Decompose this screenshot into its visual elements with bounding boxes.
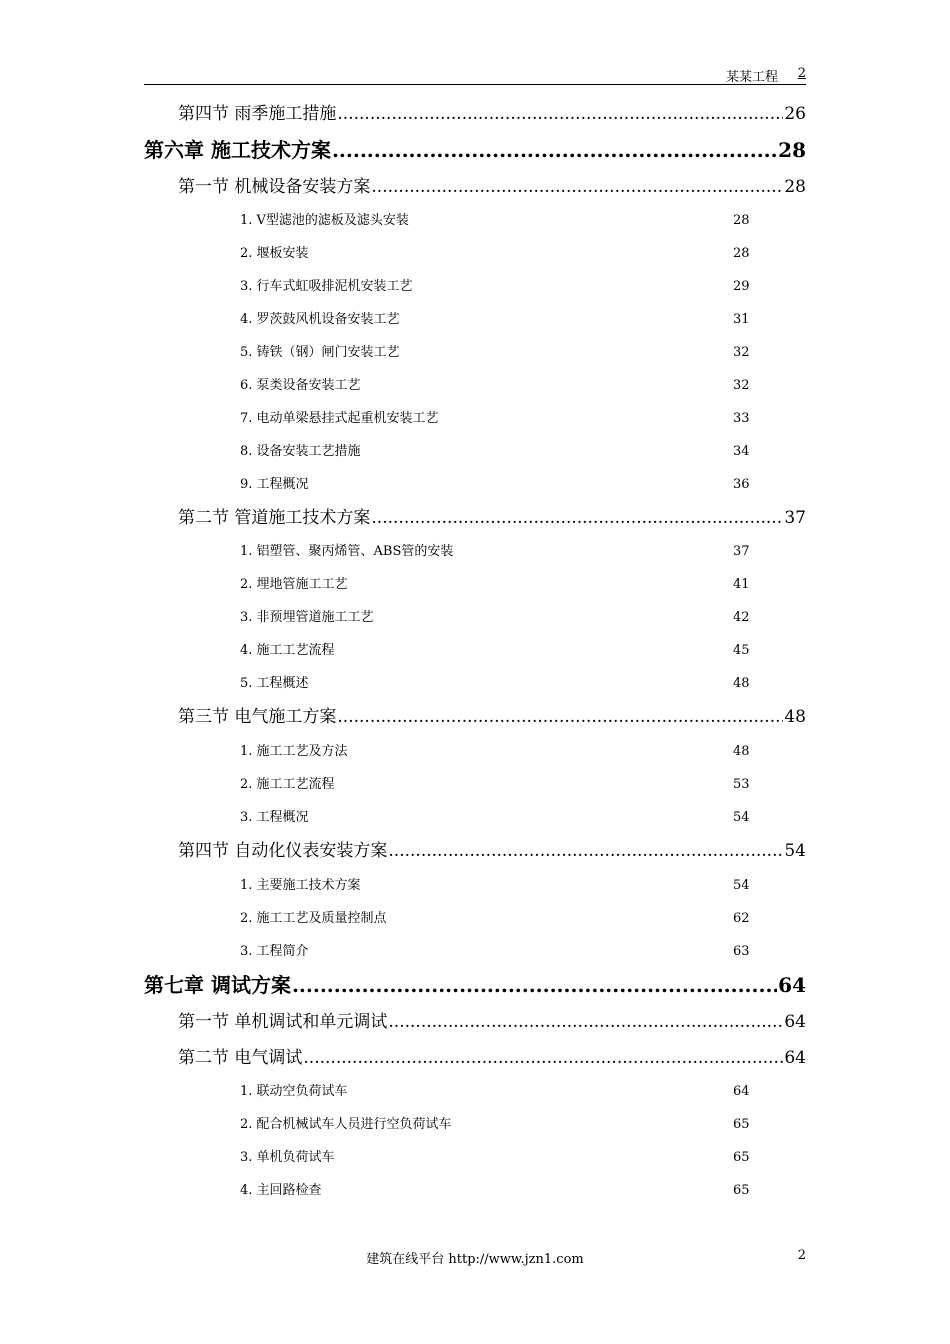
toc-page-number: 37	[784, 508, 806, 528]
toc-item[interactable]	[240, 374, 753, 393]
toc-label: 7. 电动单梁悬挂式起重机安装工艺	[240, 411, 439, 426]
toc-label: 8. 设备安装工艺措施	[240, 444, 361, 459]
toc-section[interactable]	[178, 172, 806, 197]
footer-site: 建筑在线平台 http://www.jzn1.com	[366, 1252, 584, 1267]
page-footer	[144, 1248, 806, 1266]
toc-leader-dots	[371, 177, 783, 197]
toc-section[interactable]	[178, 836, 806, 861]
toc-page-number: 32	[733, 378, 750, 393]
toc-item[interactable]	[240, 1146, 753, 1165]
toc-label: 第一节 单机调试和单元调试	[178, 1012, 388, 1032]
toc-label: 第四节 雨季施工措施	[178, 104, 337, 124]
toc-page-number: 34	[733, 444, 750, 459]
toc-page-number: 31	[733, 312, 750, 327]
toc-label: 3. 单机负荷试车	[240, 1150, 335, 1165]
header-title: 某某工程	[725, 70, 778, 85]
toc-item[interactable]	[240, 573, 753, 592]
toc-leader-dots	[388, 1012, 783, 1032]
toc-label: 第三节 电气施工方案	[178, 707, 337, 727]
toc-page-number: 41	[733, 577, 750, 592]
toc-page-number: 28	[733, 213, 750, 228]
toc-item[interactable]	[240, 806, 753, 825]
toc-label: 2. 埋地管施工工艺	[240, 577, 348, 592]
toc-label: 1. V型滤池的滤板及滤头安装	[240, 213, 409, 228]
toc-label: 3. 行车式虹吸排泥机安装工艺	[240, 279, 413, 294]
toc-chapter[interactable]	[144, 134, 806, 163]
toc-label: 2. 施工工艺流程	[240, 777, 335, 792]
toc-page-number: 36	[733, 477, 750, 492]
toc-label: 第一节 机械设备安装方案	[178, 177, 371, 197]
toc-section[interactable]	[178, 702, 806, 727]
toc-page-number: 62	[733, 911, 750, 926]
toc-page-number: 64	[784, 1048, 806, 1068]
toc-item[interactable]	[240, 308, 753, 327]
toc-leader-dots	[337, 104, 783, 124]
toc-page-number: 42	[733, 610, 750, 625]
toc-page-number: 48	[784, 707, 806, 727]
toc-page-number: 63	[733, 944, 750, 959]
toc-item[interactable]	[240, 606, 753, 625]
toc-item[interactable]	[240, 773, 753, 792]
toc-item[interactable]	[240, 672, 753, 691]
header-page-number: 2	[797, 66, 806, 81]
toc-label: 6. 泵类设备安装工艺	[240, 378, 361, 393]
toc-item[interactable]	[240, 540, 753, 559]
toc-label: 3. 工程简介	[240, 944, 309, 959]
toc-leader-dots	[388, 841, 783, 861]
toc-page-number: 28	[733, 246, 750, 261]
toc-label: 第四节 自动化仪表安装方案	[178, 841, 388, 861]
toc-leader-dots	[303, 1048, 783, 1068]
toc-label: 第二节 管道施工技术方案	[178, 508, 371, 528]
toc-item[interactable]	[240, 1179, 753, 1198]
toc-item[interactable]	[240, 1080, 753, 1099]
toc-label: 1. 铝塑管、聚丙烯管、ABS管的安装	[240, 544, 454, 559]
toc-leader-dots	[332, 138, 777, 162]
toc-label: 第七章 调试方案	[144, 973, 291, 997]
toc-item[interactable]	[240, 940, 753, 959]
toc-page-number: 54	[733, 878, 750, 893]
toc-label: 1. 主要施工技术方案	[240, 878, 361, 893]
toc-label: 第二节 电气调试	[178, 1048, 303, 1068]
toc-page-number: 48	[733, 744, 750, 759]
toc-page-number: 64	[784, 1012, 806, 1032]
toc-label: 2. 堰板安装	[240, 246, 309, 261]
toc-item[interactable]	[240, 440, 753, 459]
toc-item[interactable]	[240, 407, 753, 426]
toc-page-number: 54	[784, 841, 806, 861]
toc-item[interactable]	[240, 473, 753, 492]
toc-leader-dots	[292, 973, 777, 997]
toc-item[interactable]	[240, 341, 753, 360]
footer-page-number: 2	[797, 1248, 806, 1263]
toc-label: 2. 配合机械试车人员进行空负荷试车	[240, 1117, 452, 1132]
toc-item[interactable]	[240, 740, 753, 759]
toc-leader-dots	[337, 707, 783, 727]
toc-item[interactable]	[240, 242, 753, 261]
toc-page-number: 28	[784, 177, 806, 197]
toc-page-number: 64	[733, 1084, 750, 1099]
toc-label: 2. 施工工艺及质量控制点	[240, 911, 387, 926]
toc-item[interactable]	[240, 209, 753, 228]
toc-label: 5. 铸铁（钢）闸门安装工艺	[240, 345, 400, 360]
toc-page-number: 65	[733, 1183, 750, 1198]
toc-item[interactable]	[240, 639, 753, 658]
toc-page-number: 32	[733, 345, 750, 360]
toc-leader-dots	[371, 508, 783, 528]
toc-label: 3. 工程概况	[240, 810, 309, 825]
toc-section[interactable]	[178, 1007, 806, 1032]
toc-page-number: 28	[778, 138, 806, 162]
toc-page-number: 37	[733, 544, 750, 559]
toc-label: 第六章 施工技术方案	[144, 138, 331, 162]
toc-item[interactable]	[240, 1113, 753, 1132]
toc-chapter[interactable]	[144, 969, 806, 998]
toc-label: 4. 施工工艺流程	[240, 643, 335, 658]
toc-page-number: 33	[733, 411, 750, 426]
toc-page-number: 26	[784, 104, 806, 124]
toc-section[interactable]	[178, 1043, 806, 1068]
toc-page-number: 45	[733, 643, 750, 658]
toc-label: 4. 罗茨鼓风机设备安装工艺	[240, 312, 400, 327]
toc-item[interactable]	[240, 275, 753, 294]
toc-page-number: 65	[733, 1117, 750, 1132]
toc-label: 1. 联动空负荷试车	[240, 1084, 348, 1099]
toc-label: 4. 主回路检查	[240, 1183, 322, 1198]
toc-item[interactable]	[240, 874, 753, 893]
toc-page-number: 65	[733, 1150, 750, 1165]
toc-page-number: 48	[733, 676, 750, 691]
toc-label: 5. 工程概述	[240, 676, 309, 691]
toc-item[interactable]	[240, 907, 753, 926]
toc-page-number: 29	[733, 279, 750, 294]
toc-section[interactable]	[178, 99, 806, 124]
toc-label: 9. 工程概况	[240, 477, 309, 492]
toc-section[interactable]	[178, 503, 806, 528]
toc-page-number: 53	[733, 777, 750, 792]
toc-label: 1. 施工工艺及方法	[240, 744, 348, 759]
toc-label: 3. 非预埋管道施工工艺	[240, 610, 374, 625]
page-header	[144, 66, 806, 85]
toc-page-number: 64	[778, 973, 806, 997]
toc-page-number: 54	[733, 810, 750, 825]
